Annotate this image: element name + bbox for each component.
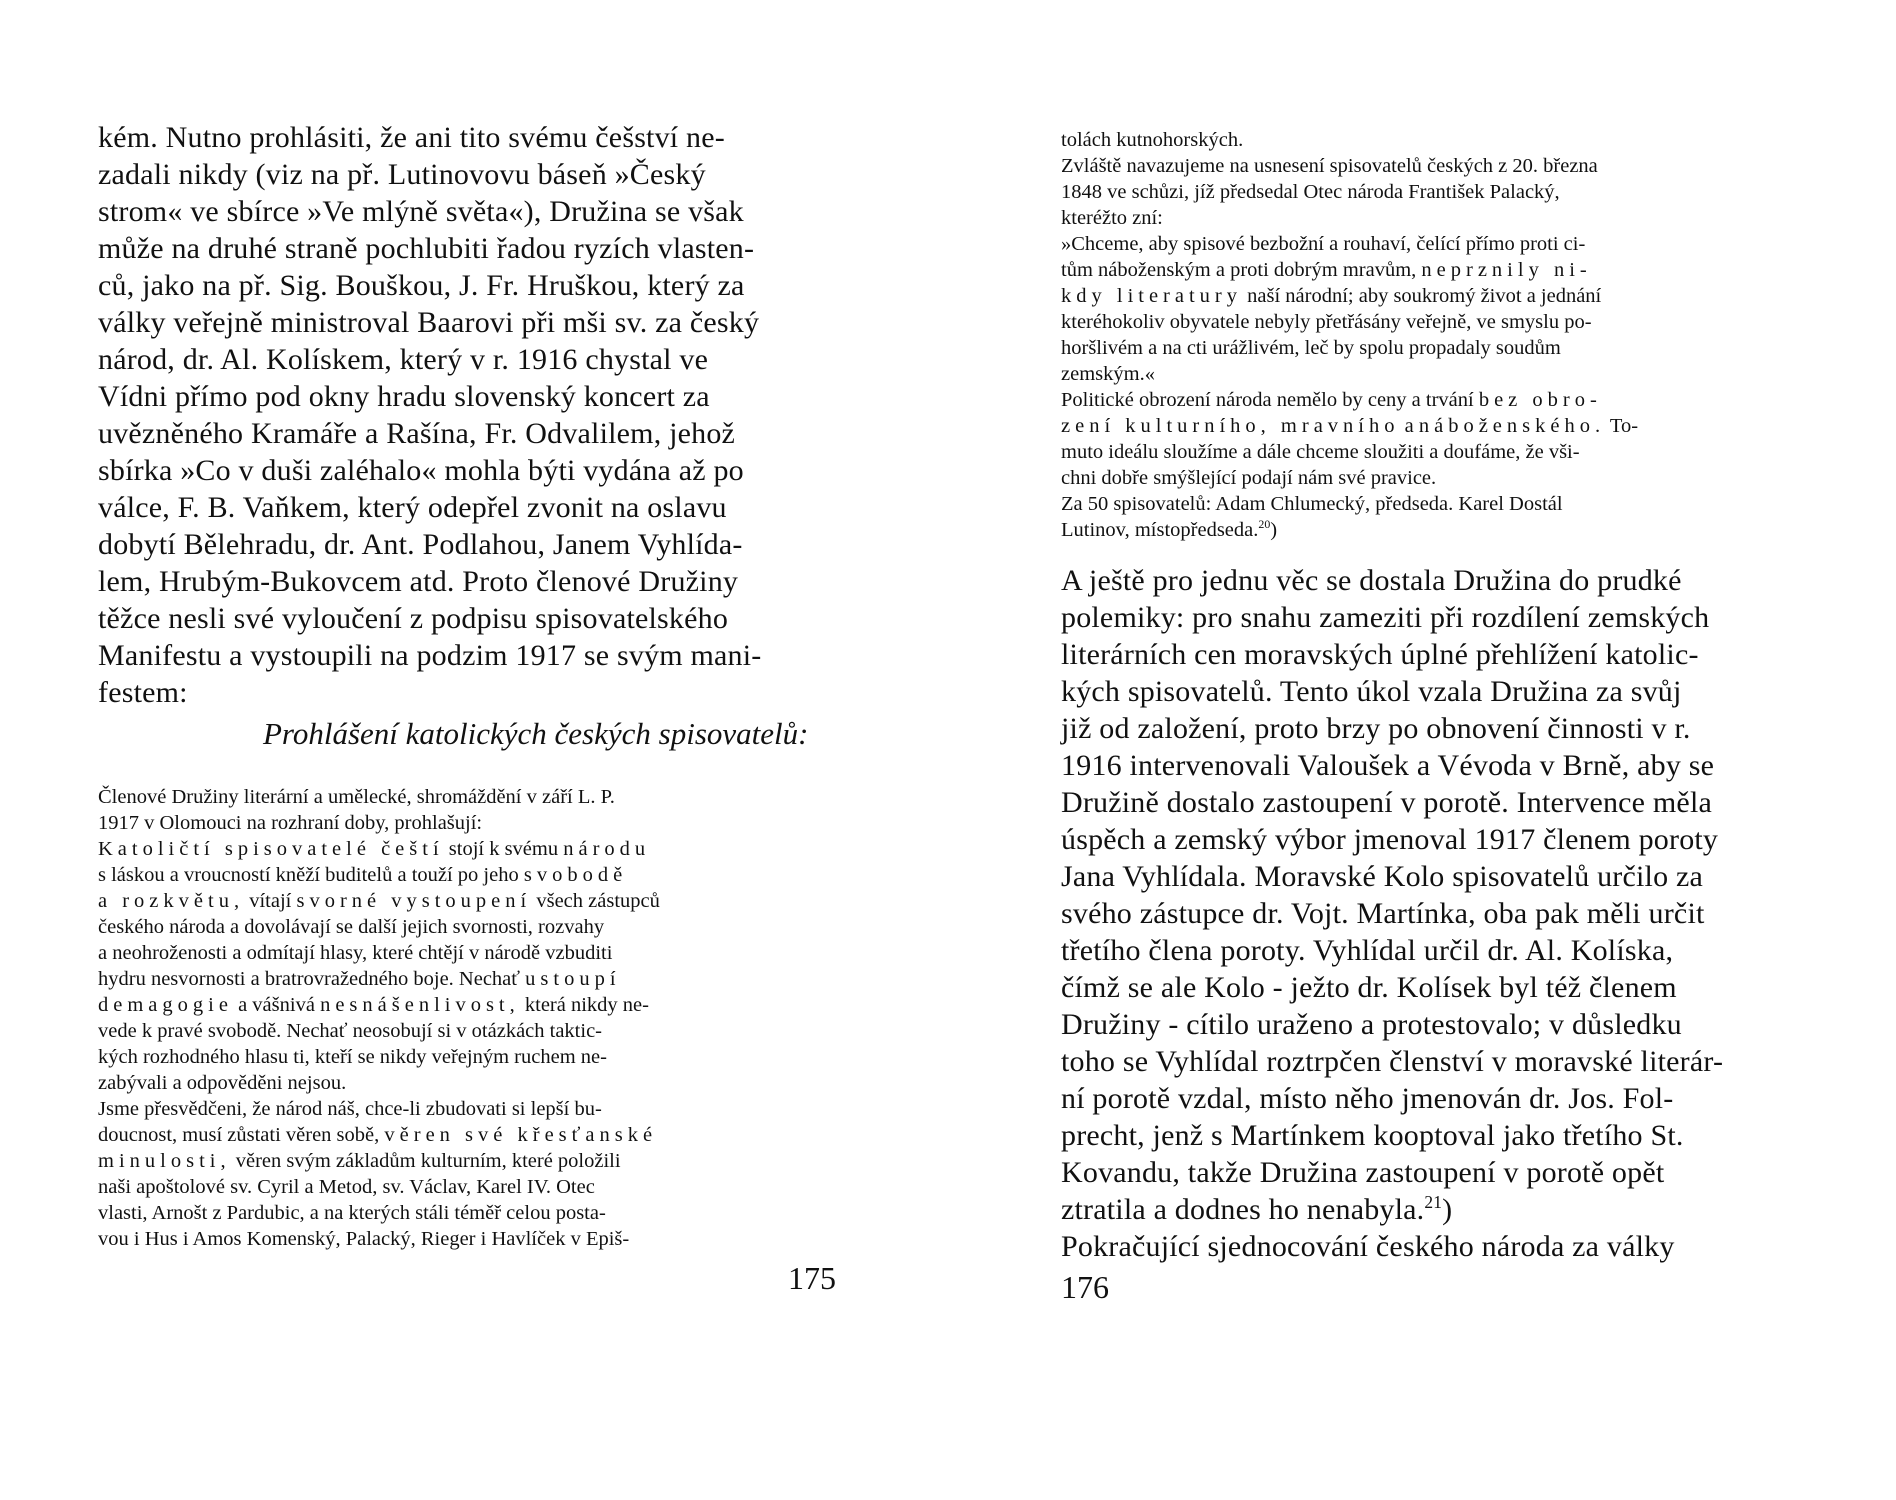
spaced-emphasis: minulosti, <box>98 1150 231 1172</box>
text-line: třetího člena poroty. Vyhlídal určil dr. Al. Kolíska, <box>1061 934 1674 967</box>
text-line: tolách kutnohorských. <box>1061 129 1244 151</box>
text-line: vede k pravé svobodě. Nechať neosobují si v otázkách taktic- <box>98 1020 603 1042</box>
text-line: českého národa a dovolávají se další jejich svornosti, rozvahy <box>98 916 605 938</box>
text-line: může na druhé straně pochlubiti řadou ryzích vlasten- <box>98 232 755 265</box>
text-line: Družiny - cítilo uraženo a protestovalo; v důsledku <box>1061 1008 1682 1041</box>
text-line: chni dobře smýšlející podají nám své pravice. <box>1061 467 1437 489</box>
text-line: války veřejně ministroval Baarovi při mši sv. za český <box>98 306 760 339</box>
text-line: kteréžto zní: <box>1061 207 1163 229</box>
spaced-emphasis: demagogie <box>98 994 233 1016</box>
declaration-heading: Prohlášení katolických českých spisovatelů: <box>263 716 809 751</box>
text-line: A ještě pro jednu věc se dostala Družina do prudké <box>1061 564 1682 597</box>
text-line: zadali nikdy (viz na př. Lutinovovu báseň »Český <box>98 158 706 191</box>
spaced-emphasis: svorné vystoupení <box>296 890 532 912</box>
spaced-emphasis: kdy literatury <box>1061 285 1243 307</box>
text-line: demagogie a vášnivá nesnášenlivost, která nikdy ne- <box>98 994 649 1016</box>
text-line: kém. Nutno prohlásiti, že ani tito svému češství ne- <box>98 121 725 154</box>
text-line: hydru nesvornosti a bratrovražedného boje. Nechať ustoupí <box>98 968 621 990</box>
text-line: tům náboženským a proti dobrým mravům, neprznily ni- <box>1061 259 1592 281</box>
footnote-marker: 20 <box>1258 517 1271 532</box>
text-line: 1916 intervenovali Valoušek a Vévoda v Brně, aby se <box>1061 749 1715 782</box>
text-line: Manifestu a vystoupili na podzim 1917 se svým mani- <box>98 639 762 672</box>
text-line: literárních cen moravských úplné přehlížení katolic- <box>1061 638 1699 671</box>
text-line: již od založení, proto brzy po obnovení činnosti v r. <box>1061 712 1691 745</box>
spaced-emphasis: národu <box>563 838 651 860</box>
text-line: horšlivém a na cti urážlivém, leč by spolu propadaly soudům <box>1061 337 1561 359</box>
text-line: zemským.« <box>1061 363 1155 385</box>
text-line: kdy literatury naší národní; aby soukromý život a jednání <box>1061 285 1602 307</box>
text-line: válce, F. B. Vaňkem, který odepřel zvonit na oslavu <box>98 491 727 524</box>
text-line: a rozkvětu, vítají svorné vystoupení všech zástupců <box>98 890 660 912</box>
text-line: svého zástupce dr. Vojt. Martínka, oba pak měli určit <box>1061 897 1705 930</box>
text-line: festem: <box>98 676 188 709</box>
text-line: muto ideálu sloužíme a dále chceme sloužiti a doufáme, že vši- <box>1061 441 1580 463</box>
text-line: polemiky: pro snahu zameziti při rozdílení zemských <box>1061 601 1710 634</box>
text-line: 1848 ve schůzi, jíž předsedal Otec národa František Palacký, <box>1061 181 1560 203</box>
text-line: doucnost, musí zůstati věren sobě, věren své křesťanské <box>98 1124 658 1146</box>
spaced-emphasis: náboženského. <box>1418 415 1606 437</box>
spaced-emphasis: a rozkvětu, <box>98 890 245 912</box>
text-line: Za 50 spisovatelů: Adam Chlumecký, předseda. Karel Dostál <box>1061 493 1563 515</box>
text-line: Zvláště navazujeme na usnesení spisovatelů českých z 20. března <box>1061 155 1598 177</box>
right-page <box>948 0 1896 1500</box>
spaced-emphasis: neprznily ni- <box>1421 259 1592 281</box>
text-line: kých spisovatelů. Tento úkol vzala Družina za svůj <box>1061 675 1682 708</box>
spaced-emphasis: věren své křesťanské <box>384 1124 658 1146</box>
text-line: »Chceme, aby spisové bezbožní a rouhaví, čelící přímo proti ci- <box>1061 233 1586 255</box>
text-line: těžce nesli své vyloučení z podpisu spisovatelského <box>98 602 729 635</box>
spaced-emphasis: ustoupí <box>525 968 621 990</box>
text-line: dobytí Bělehradu, dr. Ant. Podlahou, Janem Vyhlída- <box>98 528 743 561</box>
text-line: ní porotě vzdal, místo něho jmenován dr. Jos. Fol- <box>1061 1082 1674 1115</box>
text-line: sbírka »Co v duši zaléhalo« mohla býti vydána až po <box>98 454 744 487</box>
footnote-marker: 21 <box>1424 1192 1443 1212</box>
text-line: Pokračující sjednocování českého národa za války <box>1061 1230 1675 1263</box>
text-line: zabývali a odpověděni nejsou. <box>98 1072 347 1094</box>
page-number: 176 <box>1061 1269 1109 1305</box>
text-line: Vídni přímo pod okny hradu slovenský koncert za <box>98 380 710 413</box>
text-line: toho se Vyhlídal roztrpčen členství v moravské literár- <box>1061 1045 1724 1078</box>
text-line: kých rozhodného hlasu ti, kteří se nikdy veřejným ruchem ne- <box>98 1046 607 1068</box>
text-line: úspěch a zemský výbor jmenoval 1917 členem poroty <box>1061 823 1719 856</box>
text-line: s láskou a vroucností kněží buditelů a touží po jeho svobodě <box>98 864 628 886</box>
text-line: naši apoštolové sv. Cyril a Metod, sv. Václav, Karel IV. Otec <box>98 1176 595 1198</box>
text-line: Politické obrození národa nemělo by ceny a trvání bez obro- <box>1061 389 1602 411</box>
text-line: zení kulturního, mravního a náboženského. To- <box>1061 415 1639 437</box>
text-line: ztratila a dodnes ho nenabyla.$^{21}$) <box>1061 1192 1453 1226</box>
text-line: čímž se ale Kolo - ježto dr. Kolísek byl též členem <box>1061 971 1677 1004</box>
text-line: Jsme přesvědčeni, že národ náš, chce-li zbudovati si lepší bu- <box>98 1098 602 1120</box>
text-line: Družině dostalo zastoupení v porotě. Intervence měla <box>1061 786 1712 819</box>
text-line: Jana Vyhlídala. Moravské Kolo spisovatelů určilo za <box>1061 860 1704 893</box>
text-line: kteréhokoliv obyvatele nebyly přetřásány veřejně, ve smyslu po- <box>1061 311 1592 333</box>
text-line: minulosti, věren svým základům kulturním, které položili <box>98 1150 621 1172</box>
text-line: Členové Družiny literární a umělecké, shromáždění v září L. P. <box>98 786 615 808</box>
text-line: ců, jako na př. Sig. Bouškou, J. Fr. Hruškou, který za <box>98 269 745 302</box>
page-number: 175 <box>788 1260 836 1296</box>
spaced-emphasis: Katoličtí spisovatelé čeští <box>98 838 444 860</box>
text-line: Katoličtí spisovatelé čeští stojí k svému národu <box>98 838 651 860</box>
text-line: lem, Hrubým-Bukovcem atd. Proto členové Družiny <box>98 565 739 598</box>
spaced-emphasis: zení kulturního, mravního <box>1061 415 1400 437</box>
spaced-emphasis: bez obro- <box>1478 389 1602 411</box>
text-line: vou i Hus i Amos Komenský, Palacký, Rieger i Havlíček v Epiš- <box>98 1228 630 1250</box>
text-line: strom« ve sbírce »Ve mlýně světa«), Družina se však <box>98 195 744 228</box>
text-line: precht, jenž s Martínkem kooptoval jako třetího St. <box>1061 1119 1684 1152</box>
text-line: 1917 v Olomouci na rozhraní doby, prohlašují: <box>98 812 483 834</box>
spaced-emphasis: nesnášenlivost, <box>320 994 520 1016</box>
spaced-emphasis: svobodě <box>523 864 628 886</box>
text-line: a neohroženosti a odmítají hlasy, které chtějí v národě vzbuditi <box>98 942 613 964</box>
text-line: vlasti, Arnošt z Pardubic, a na kterých stáli téměř celou posta- <box>98 1202 606 1224</box>
text-line: Kovandu, takže Družina zastoupení v porotě opět <box>1061 1156 1665 1189</box>
text-line: Lutinov, místopředseda.$^{20}$) <box>1061 517 1278 541</box>
text-line: národ, dr. Al. Kolískem, který v r. 1916 chystal ve <box>98 343 709 376</box>
text-line: uvězněného Kramáře a Rašína, Fr. Odvalilem, jehož <box>98 417 736 450</box>
